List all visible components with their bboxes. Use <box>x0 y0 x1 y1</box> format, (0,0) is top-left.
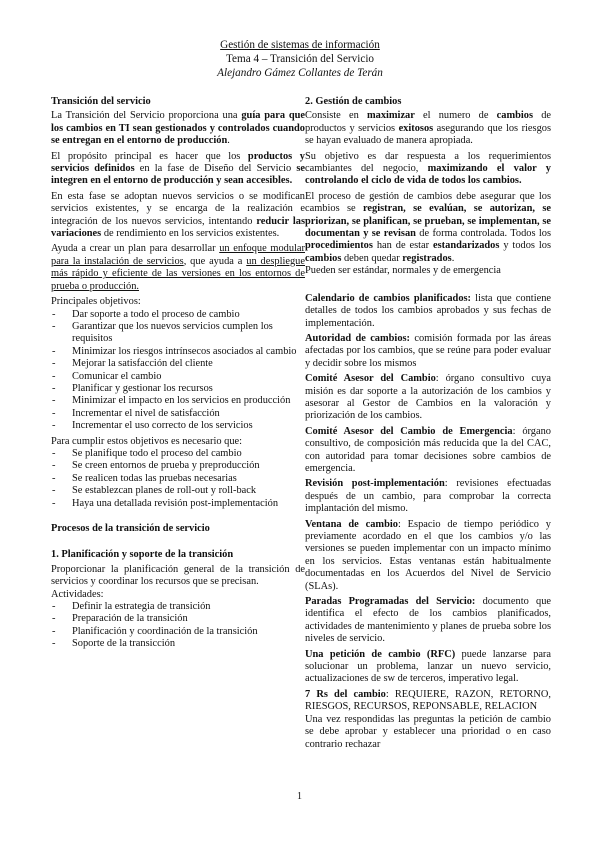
right-column <box>305 96 551 754</box>
section-heading-planificacion: 1. Planificación y soporte de la transición <box>51 549 234 561</box>
list-item: - Se establezcan planes de roll-out y roll-back <box>51 485 305 497</box>
paragraph-intro: La Transición del Servicio proporciona una guía para que los cambios en TI sean gestionados y controlados cuando se entregan en el entorno de producción. <box>51 110 306 147</box>
list-item: - Se creen entornos de prueba y preproducción <box>51 460 305 472</box>
needs-list <box>51 448 305 510</box>
definition-7rs: 7 Rs del cambio: REQUIERE, RAZON, RETORNO, RIESGOS, RECURSOS, REPONSABLE, RELACION <box>305 688 551 713</box>
list-item: - Definir la estrategia de transición <box>51 601 305 613</box>
section-heading-gestion-cambios: 2. Gestión de cambios <box>305 96 402 107</box>
document-title: Gestión de sistemas de información <box>220 39 380 51</box>
objectives-label: Principales objetivos: <box>51 296 141 308</box>
section-heading-transicion: Transición del servicio <box>51 96 151 107</box>
list-item: - Minimizar el impacto en los servicios en producción <box>51 395 305 407</box>
list-item: - Soporte de la transicción <box>51 638 305 650</box>
objectives-list <box>51 309 305 433</box>
list-item: - Minimizar los riesgos intrínsecos asociados al cambio <box>51 346 305 358</box>
paragraph-plan: Ayuda a crear un plan para desarrollar un enfoque modular para la instalación de servicios, que ayuda a un despliegue más rápido y eficiente de las versiones en los entornos de prueba o producción. <box>51 243 305 292</box>
paragraph-purpose: El propósito principal es hacer que los productos y servicios definidos en la fase de Diseño del Servicio se integren en el entorno de producción y sean accesibles. <box>51 150 305 187</box>
list-item: - Se planifique todo el proceso del cambio <box>51 448 305 460</box>
definition-paradas: Paradas Programadas del Servicio: documento que identifica el efecto de los cambios planificados, actividades de mantenimiento y planes de prueba sobre los niveles de servicio. <box>305 596 552 645</box>
document-header <box>0 38 600 80</box>
paragraph-objetivo: Su objetivo es dar respuesta a los requerimientos cambiantes del negocio, maximizando el valor y controlando el ciclo de vida de todos los cambios. <box>305 150 552 187</box>
definition-cac: Comité Asesor del Cambio: órgano consultivo cuya misión es dar soporte a la autorización de los cambios y asesorar al Gestor de Cambios en la valoración y priorización de los cambios. <box>305 373 551 422</box>
paragraph-planificacion: Proporcionar la planificación general de la transición de servicios y coordinar los recursos que se precisan. <box>51 563 305 588</box>
definition-cace: Comité Asesor del Cambio de Emergencia: órgano consultivo, de composición más reducida que la del CAC, con autoridad para tomar decisiones sobre cambios de emergencia. <box>305 425 551 474</box>
paragraph-consiste: Consiste en maximizar el numero de cambios de productos y servicios exitosos asegurando que los riesgos se hayan evaluado de manera apropiada. <box>305 110 552 147</box>
list-item: - Preparación de la transición <box>51 613 305 625</box>
definition-revision: Revisión post-implementación: revisiones efectuadas después de un cambio, para comprobar la correcta implantación del mismo. <box>305 478 551 515</box>
needs-label: Para cumplir estos objetivos es necesario que: <box>51 435 243 447</box>
list-item: - Planificación y coordinación de la transición <box>51 626 305 638</box>
list-item: - Se realicen todas las pruebas necesarias <box>51 473 305 485</box>
paragraph-proceso: El proceso de gestión de cambios debe asegurar que los cambios se registran, se evalúan, se autorizan, se priorizan, se planifican, se prueban, se implementan, se documentan y se revisan de forma controlada. Todos los procedimientos han de estar estandarizados y todos los cambios deben quedar registrados. <box>305 190 551 264</box>
document-subtitle: Tema 4 – Transición del Servicio <box>225 53 375 65</box>
definition-rfc: Una petición de cambio (RFC) puede lanzarse para solucionar un problema, lanzar un nuevo servicio, actualizaciones de sw de terceros, imperativo legal. <box>305 648 552 685</box>
definition-ventana: Ventana de cambio: Espacio de tiempo periódico y previamente acordado en el que los cambios y/o las versiones se pueden implementar con un impacto mínimo en los servicios. Estas ventanas están habitualmente documentadas en los Acuerdos del Nivel de Servicio (SLAs). <box>305 518 551 592</box>
activities-list <box>51 601 305 651</box>
paragraph-tipos: Pueden ser estándar, normales y de emergencia <box>305 265 501 277</box>
paragraph-aprobacion: Una vez respondidas las preguntas la petición de cambio se debe aprobar y establecer una prioridad o en caso contrario rechazar <box>305 713 551 750</box>
document-author: Alejandro Gámez Collantes de Terán <box>217 67 383 79</box>
list-item: - Incrementar el uso correcto de los servicios <box>51 420 305 432</box>
list-item: - Garantizar que los nuevos servicios cumplen los requisitos <box>51 321 305 346</box>
list-item: - Dar soporte a todo el proceso de cambio <box>51 309 305 321</box>
list-item: - Comunicar el cambio <box>51 371 305 383</box>
list-item: - Haya una detallada revisión post-implementación <box>51 498 305 510</box>
section-heading-procesos: Procesos de la transición de servicio <box>51 523 210 534</box>
list-item: - Mejorar la satisfacción del cliente <box>51 358 305 370</box>
definition-calendario: Calendario de cambios planificados: lista que contiene detalles de todos los cambios aprobados y sus fechas de implementación. <box>305 292 552 329</box>
definition-autoridad: Autoridad de cambios: comisión formada por las áreas afectadas por los cambios, que se reúne para poder evaluar y decidir sobre los mismos <box>305 332 552 369</box>
activities-label: Actividades: <box>51 588 104 600</box>
paragraph-phase: En esta fase se adoptan nuevos servicios o se modifican servicios existentes, y se encarga de la realización e integración de los nuevos servicios, intentando reducir las variaciones de rendimiento en los servicios existentes. <box>51 190 305 240</box>
page-number: 1 <box>297 791 302 802</box>
list-item: - Incrementar el nivel de satisfacción <box>51 408 305 420</box>
left-column <box>51 96 305 654</box>
list-item: - Planificar y gestionar los recursos <box>51 383 305 395</box>
